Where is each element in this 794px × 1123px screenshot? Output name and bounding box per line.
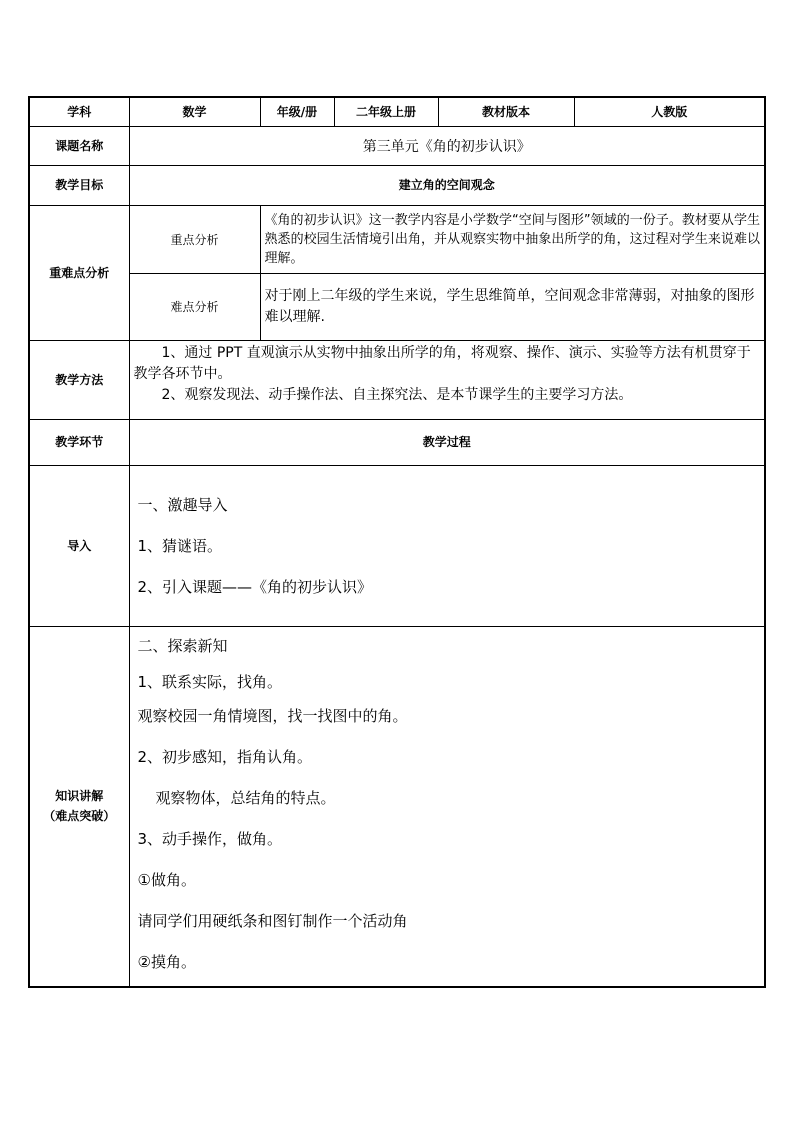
info-row bbox=[29, 97, 765, 126]
knowledge-line-1: 二、探索新知 bbox=[137, 636, 228, 655]
edition-value: 人教版 bbox=[574, 97, 765, 126]
knowledge-label-line-2: （难点突破） bbox=[43, 809, 116, 824]
knowledge-line-4: 2、初步感知，指角认角。 bbox=[137, 747, 313, 766]
intro-line-1: 一、激趣导入 bbox=[137, 495, 228, 514]
intro-content bbox=[129, 465, 765, 626]
knowledge-line-8: 请同学们用硬纸条和图钉制作一个活动角 bbox=[137, 911, 408, 930]
title-label: 课题名称 bbox=[29, 126, 129, 165]
knowledge-line-6: 3、动手操作，做角。 bbox=[137, 829, 283, 848]
intro-line-2: 1、猜谜语。 bbox=[137, 536, 223, 555]
goal-row bbox=[29, 165, 765, 205]
difficulty-row bbox=[29, 273, 765, 340]
intro-label: 导入 bbox=[29, 465, 129, 626]
grade-label: 年级/册 bbox=[260, 97, 334, 126]
difficulty-label: 难点分析 bbox=[129, 273, 260, 340]
subject-label: 学科 bbox=[29, 97, 129, 126]
key-point-text: 《角的初步认识》这一教学内容是小学数学“空间与图形”领域的一份子。教材要从学生熟悉的校园生活情境引出角，并从观察实物中抽象出所学的角，这过程对学生来说难以理解。 bbox=[260, 205, 765, 273]
goal-label: 教学目标 bbox=[29, 165, 129, 205]
method-label: 教学方法 bbox=[29, 340, 129, 419]
method-row bbox=[29, 340, 765, 419]
knowledge-line-9: ②摸角。 bbox=[137, 952, 196, 971]
method-text bbox=[129, 340, 765, 419]
title-row bbox=[29, 126, 765, 165]
method-paragraph-1: 1、通过 PPT 直观演示从实物中抽象出所学的角，将观察、操作、演示、实验等方法有机贯穿于教学各环节中。 bbox=[133, 344, 751, 382]
knowledge-line-7: ①做角。 bbox=[137, 870, 196, 889]
process-header: 教学过程 bbox=[129, 419, 765, 465]
knowledge-line-3: 观察校园一角情境图，找一找图中的角。 bbox=[137, 706, 408, 725]
analysis-label: 重难点分析 bbox=[29, 205, 129, 340]
difficulty-text: 对于刚上二年级的学生来说，学生思维简单，空间观念非常薄弱，对抽象的图形难以理解. bbox=[260, 273, 765, 340]
key-point-row bbox=[29, 205, 765, 273]
lesson-plan-table bbox=[28, 96, 766, 988]
edition-label: 教材版本 bbox=[438, 97, 574, 126]
knowledge-line-2: 1、联系实际，找角。 bbox=[137, 672, 283, 691]
knowledge-label bbox=[29, 626, 129, 987]
subject-value: 数学 bbox=[129, 97, 260, 126]
key-point-label: 重点分析 bbox=[129, 205, 260, 273]
method-paragraph-2: 2、观察发现法、动手操作法、自主探究法、是本节课学生的主要学习方法。 bbox=[161, 386, 633, 403]
knowledge-line-5: 观察物体，总结角的特点。 bbox=[155, 788, 336, 807]
stage-row bbox=[29, 419, 765, 465]
lesson-title: 第三单元《角的初步认识》 bbox=[129, 126, 765, 165]
knowledge-content bbox=[129, 626, 765, 987]
intro-row bbox=[29, 465, 765, 626]
intro-line-3: 2、引入课题——《角的初步认识》 bbox=[137, 577, 373, 596]
grade-value: 二年级上册 bbox=[334, 97, 438, 126]
goal-value: 建立角的空间观念 bbox=[129, 165, 765, 205]
knowledge-row bbox=[29, 626, 765, 987]
knowledge-label-line-1: 知识讲解 bbox=[55, 789, 104, 804]
stage-label: 教学环节 bbox=[29, 419, 129, 465]
